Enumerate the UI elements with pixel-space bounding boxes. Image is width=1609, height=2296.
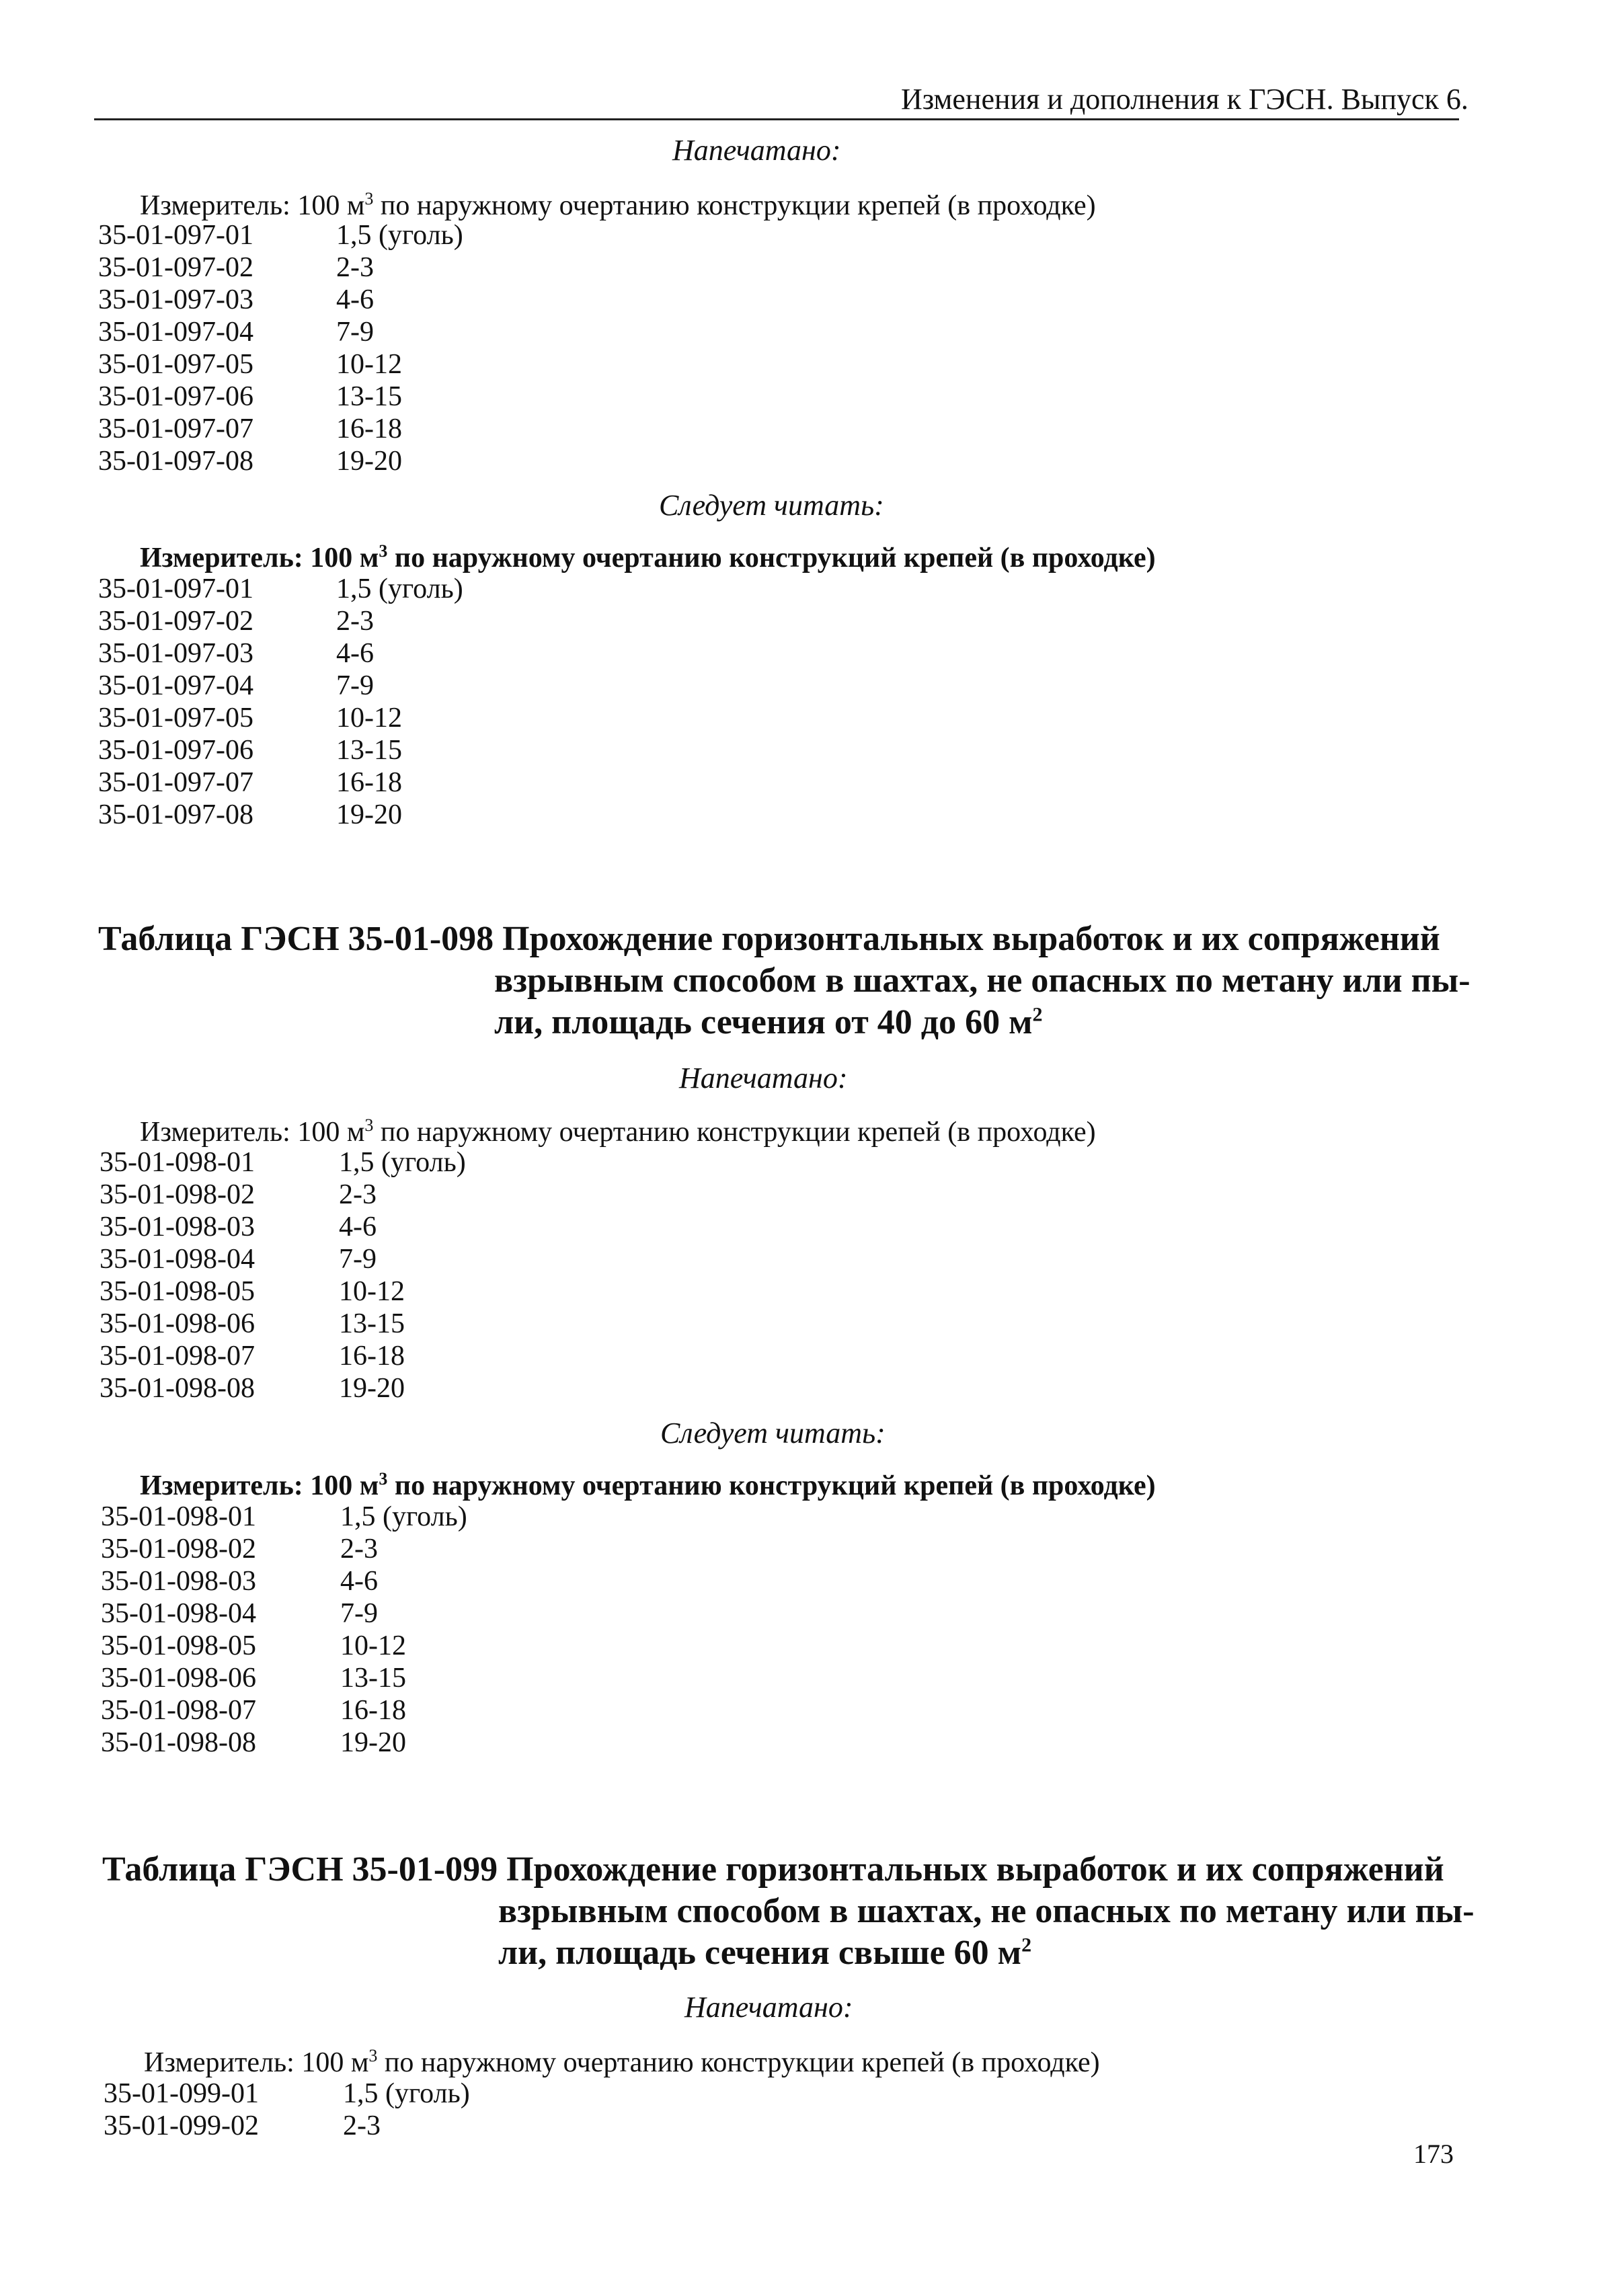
table-row: 35-01-097-04 7-9	[98, 670, 374, 701]
table-row: 35-01-098-04 7-9	[101, 1598, 378, 1629]
table-row: 35-01-098-02 2-3	[101, 1534, 378, 1565]
table-row: 35-01-098-08 19-20	[100, 1373, 405, 1404]
meter-label: Измеритель:	[140, 543, 303, 573]
table-row: 35-01-098-03 4-6	[100, 1212, 377, 1242]
table-row: 35-01-097-08 19-20	[98, 799, 402, 830]
table-row: 35-01-097-07 16-18	[98, 413, 402, 444]
table-row: 35-01-098-02 2-3	[100, 1179, 377, 1210]
meter-line-bold	[140, 1470, 1156, 1502]
meter-line	[144, 2047, 1100, 2079]
table-098-title-line2: взрывным способом в шахтах, не опасных по метану или пы-	[494, 961, 1470, 1000]
table-row: 35-01-098-06 13-15	[101, 1663, 406, 1694]
printed-label: Напечатано:	[679, 1062, 848, 1095]
table-098-title	[98, 918, 1470, 1046]
meter-line	[140, 1116, 1096, 1148]
table-row: 35-01-098-04 7-9	[100, 1244, 377, 1275]
header-rule	[94, 118, 1459, 120]
table-099-title	[102, 1849, 1474, 1977]
table-row: 35-01-099-01 1,5 (уголь)	[104, 2078, 470, 2109]
meter-label: Измеритель:	[140, 190, 290, 221]
meter-label: Измеритель:	[140, 1470, 303, 1501]
table-row: 35-01-098-06 13-15	[100, 1308, 405, 1339]
table-099-title-line3: ли, площадь сечения свыше 60 $м^2$	[498, 1934, 1032, 1972]
table-row: 35-01-097-03 4-6	[98, 638, 374, 669]
rows-099-printed	[104, 2077, 574, 2142]
printed-label: Напечатано:	[684, 1991, 853, 2024]
table-row: 35-01-099-02 2-3	[104, 2110, 381, 2141]
table-row: 35-01-097-08 19-20	[98, 446, 402, 477]
meter-line-bold	[140, 542, 1156, 574]
rows-098-printed	[100, 1146, 570, 1404]
rows-098-correct	[101, 1501, 572, 1759]
table-row: 35-01-098-07 16-18	[100, 1341, 405, 1372]
table-row: 35-01-098-08 19-20	[101, 1727, 406, 1758]
printed-label: Напечатано:	[672, 134, 841, 167]
table-row: 35-01-097-05 10-12	[98, 349, 402, 380]
table-row: 35-01-097-02 2-3	[98, 252, 374, 283]
meter-unit: 100 $м^3$	[301, 2046, 378, 2078]
table-098-title-line1: Таблица ГЭСН 35-01-098 Прохождение горизонтальных выработок и их сопряжений	[98, 920, 1440, 958]
table-row: 35-01-098-07 16-18	[101, 1695, 406, 1726]
should-read-label: Следует читать:	[659, 489, 884, 522]
meter-description: по наружному очертанию конструкции крепей (в проходке)	[384, 2047, 1100, 2078]
table-row: 35-01-098-01 1,5 (уголь)	[100, 1147, 466, 1178]
meter-description: по наружному очертанию конструкций крепей (в проходке)	[394, 1470, 1156, 1501]
meter-unit: 100 $м^3$	[297, 1115, 374, 1148]
meter-unit: 100 $м^3$	[310, 541, 388, 573]
table-row: 35-01-097-02 2-3	[98, 606, 374, 637]
meter-unit: 100 $м^3$	[297, 189, 374, 221]
table-row: 35-01-098-03 4-6	[101, 1566, 378, 1597]
table-row: 35-01-097-06 13-15	[98, 735, 402, 766]
should-read-label: Следует читать:	[660, 1417, 886, 1450]
table-row: 35-01-097-01 1,5 (уголь)	[98, 220, 463, 251]
table-row: 35-01-097-03 4-6	[98, 284, 374, 315]
table-098-title-line3: ли, площадь сечения от 40 до 60 $м^2$	[494, 1003, 1043, 1041]
meter-description: по наружному очертанию конструкции крепей (в проходке)	[380, 1117, 1096, 1148]
rows-097-correct	[98, 573, 569, 831]
table-row: 35-01-097-06 13-15	[98, 381, 402, 412]
table-row: 35-01-098-05 10-12	[101, 1630, 406, 1661]
meter-unit: 100 $м^3$	[310, 1469, 388, 1501]
meter-description: по наружному очертанию конструкций крепей (в проходке)	[394, 543, 1156, 573]
table-099-title-line1: Таблица ГЭСН 35-01-099 Прохождение горизонтальных выработок и их сопряжений	[102, 1850, 1444, 1889]
rows-097-printed	[98, 219, 569, 477]
meter-label: Измеритель:	[144, 2047, 295, 2078]
table-row: 35-01-098-05 10-12	[100, 1276, 405, 1307]
meter-description: по наружному очертанию конструкции крепей (в проходке)	[380, 190, 1096, 221]
table-row: 35-01-097-07 16-18	[98, 767, 402, 798]
meter-label: Измеритель:	[140, 1117, 290, 1148]
table-row: 35-01-097-01 1,5 (уголь)	[98, 573, 463, 604]
table-099-title-line2: взрывным способом в шахтах, не опасных по метану или пы-	[498, 1892, 1475, 1930]
page-number: 173	[1413, 2139, 1454, 2169]
table-row: 35-01-097-04 7-9	[98, 317, 374, 348]
meter-line	[140, 190, 1096, 222]
table-row: 35-01-098-01 1,5 (уголь)	[101, 1501, 467, 1532]
table-row: 35-01-097-05 10-12	[98, 703, 402, 734]
running-header: Изменения и дополнения к ГЭСН. Выпуск 6.	[901, 83, 1468, 116]
